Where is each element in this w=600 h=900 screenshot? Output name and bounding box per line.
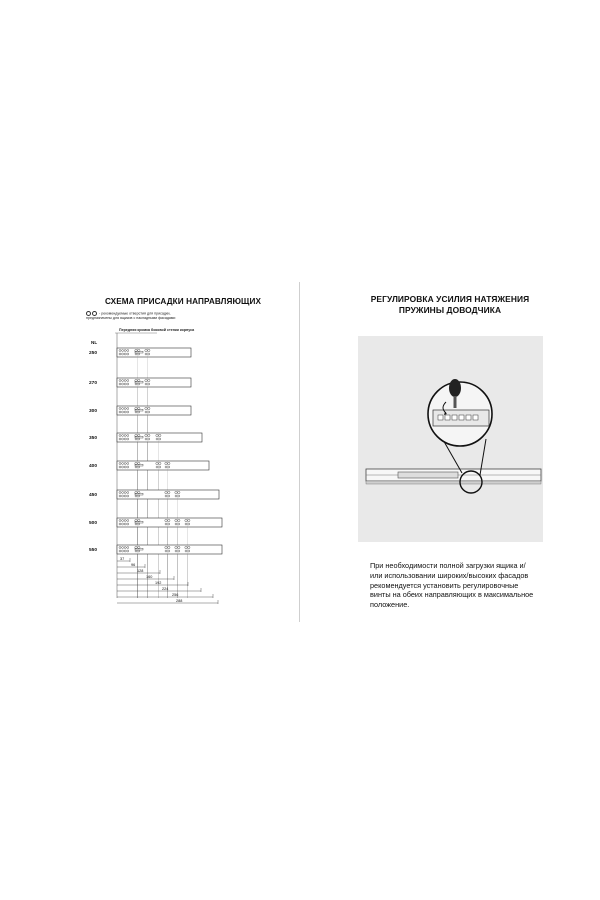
dimension-label: 224 <box>162 587 169 591</box>
dimension-label: 160 <box>146 575 153 579</box>
rail-length-label: 500 <box>89 521 98 526</box>
spring-adjustment-title <box>360 294 540 316</box>
legend-line-2: предназначены для ящиков с накладными фасадами <box>86 316 176 321</box>
drilling-scheme-title: СХЕМА ПРИСАДКИ НАПРАВЛЯЮЩИХ <box>104 297 262 306</box>
soft-close-mechanism <box>398 472 458 478</box>
rail-length-label: 450 <box>89 493 98 498</box>
rail-length-label: 550 <box>89 548 98 553</box>
rail-length-label: 400 <box>89 464 98 469</box>
title-line-1: РЕГУЛИРОВКА УСИЛИЯ НАТЯЖЕНИЯ <box>370 294 530 304</box>
adjustment-drawing <box>358 336 543 542</box>
rail-length-label: 350 <box>89 436 98 441</box>
rail-outline <box>117 461 209 470</box>
rail-length-label: 250 <box>89 351 98 356</box>
dimension-label: 96 <box>131 563 136 567</box>
dimension-label: 288 <box>176 599 183 603</box>
dimension-label: 192 <box>155 581 162 585</box>
dimension-label: 256 <box>172 593 179 597</box>
rail-length-label: 300 <box>89 409 98 414</box>
adjustment-illustration <box>358 336 543 542</box>
legend-line-1: - рекомендуемые отверстия для присадки, <box>86 311 175 316</box>
dimension-label: 37 <box>120 557 125 561</box>
rail-length-label: 270 <box>89 381 98 386</box>
rail-outline <box>117 490 219 499</box>
nl-label: NL <box>91 340 98 345</box>
instruction-text: При необходимости полной загрузки ящика и/или использовании широких/высоких фасадов рекомендуется установить регулировочные винты на обеих направляющих в максимальное положение. <box>370 561 534 610</box>
title-line-2: ПРУЖИНЫ ДОВОДЧИКА <box>398 305 502 315</box>
reference-edge-label: Передняя кромка боковой стенки корпуса <box>119 328 195 332</box>
dimension-label: 128 <box>137 569 144 573</box>
